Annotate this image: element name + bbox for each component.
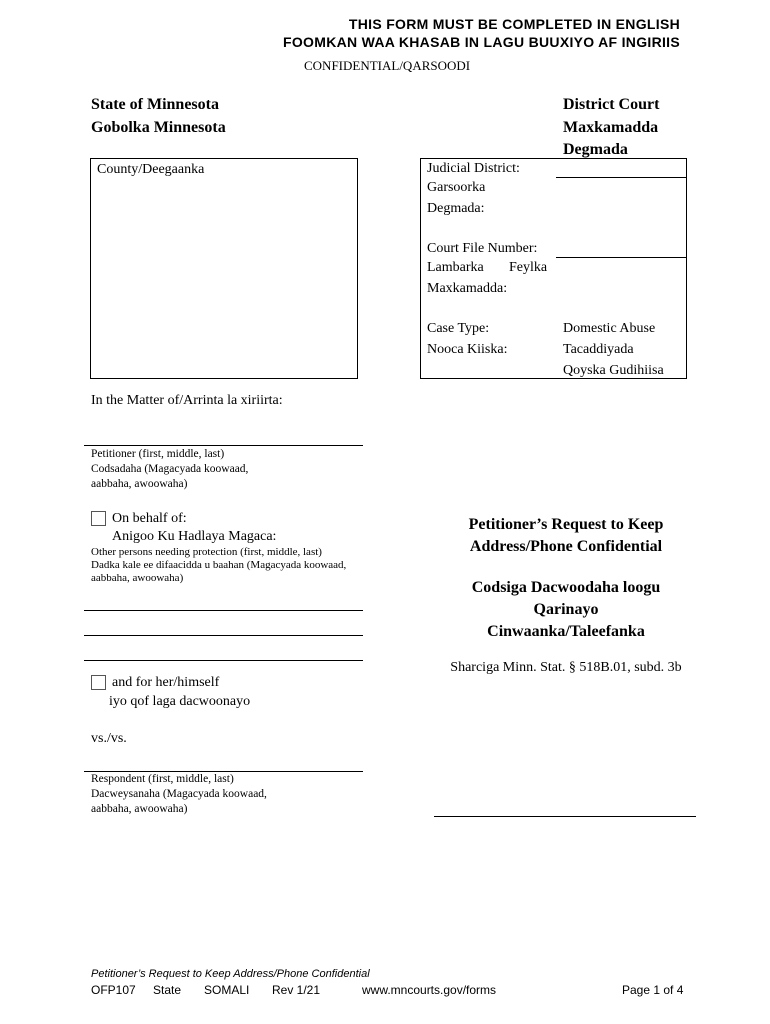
for-herself-label: and for her/himself — [112, 675, 220, 690]
petitioner-caption-3: aabbaha, awoowaha) — [91, 478, 188, 490]
header-somali-notice: FOOMKAN WAA KHASAB IN LAGU BUUXIYO AF INGIRIIS — [283, 34, 680, 50]
judicial-district-field[interactable] — [556, 177, 687, 178]
court-file-label: Court File Number: — [427, 241, 538, 256]
matter-label: In the Matter of/Arrinta la xiriirta: — [91, 393, 283, 408]
versus-label: vs./vs. — [91, 731, 127, 746]
footer-page-number: Page 1 of 4 — [622, 983, 684, 997]
title-somali-3: Cinwaanka/Taleefanka — [487, 623, 645, 640]
footer-revision: Rev 1/21 — [272, 983, 321, 997]
on-behalf-label-somali: Anigoo Ku Hadlaya Magaca: — [112, 529, 277, 544]
court-file-number-field[interactable] — [556, 257, 687, 258]
respondent-caption — [91, 772, 267, 817]
judicial-district-label-somali-2: Degmada: — [427, 201, 485, 216]
respondent-caption-1: Respondent (first, middle, last) — [91, 773, 234, 785]
on-behalf-caption — [91, 546, 346, 585]
court-file-label-somali-2: Maxkamadda: — [427, 281, 508, 296]
court-name: District Court — [563, 96, 660, 113]
court-name-somali-2: Degmada — [563, 141, 628, 158]
confidential-label: CONFIDENTIAL/QARSOODI — [304, 58, 471, 73]
on-behalf-caption-3: aabbaha, awoowaha) — [91, 572, 184, 584]
case-type-value: Domestic Abuse — [563, 321, 656, 336]
other-person-field-1[interactable] — [84, 610, 363, 611]
case-type-value-somali-2: Qoyska Gudihiisa — [563, 363, 664, 378]
on-behalf-label: On behalf of: — [112, 511, 187, 526]
respondent-caption-2: Dacweysanaha (Magacyada koowaad, — [91, 788, 267, 800]
county-box[interactable] — [90, 158, 358, 379]
judicial-district-label: Judicial District: — [427, 161, 520, 176]
on-behalf-caption-1: Other persons needing protection (first, middle, last) — [91, 546, 322, 558]
document-title — [420, 514, 712, 643]
county-label: County/Deegaanka — [97, 162, 205, 177]
respondent-caption-3: aabbaha, awoowaha) — [91, 803, 188, 815]
case-type-label: Case Type: — [427, 321, 490, 336]
footer-state: State — [153, 983, 182, 997]
footer-url[interactable]: www.mncourts.gov/forms — [362, 983, 497, 997]
court-file-label-somali-1a: Lambarka — [427, 260, 484, 275]
title-english-1: Petitioner’s Request to Keep — [468, 516, 664, 533]
on-behalf-checkbox[interactable] — [91, 511, 106, 526]
petitioner-caption-2: Codsadaha (Magacyada koowaad, — [91, 463, 249, 475]
statute-reference: Sharciga Minn. Stat. § 518B.01, subd. 3b — [450, 660, 682, 675]
other-person-field-3[interactable] — [84, 660, 363, 661]
footer-language: SOMALI — [204, 983, 250, 997]
for-herself-checkbox[interactable] — [91, 675, 106, 690]
petitioner-caption-1: Petitioner (first, middle, last) — [91, 448, 225, 460]
court-file-label-somali-1b: Feylka — [509, 260, 548, 275]
title-english-2: Address/Phone Confidential — [469, 538, 663, 555]
footer-form-number: OFP107 — [91, 983, 136, 997]
state-name: State of Minnesota — [91, 96, 219, 113]
title-somali-1: Codsiga Dacwoodaha loogu — [471, 579, 661, 596]
judicial-district-label-somali-1: Garsoorka — [427, 180, 486, 195]
on-behalf-caption-2: Dadka kale ee difaacidda u baahan (Magacyada koowaad, — [91, 559, 347, 571]
signature-line[interactable] — [434, 816, 696, 817]
for-herself-label-somali: iyo qof laga dacwoonayo — [109, 694, 251, 709]
petitioner-caption — [91, 447, 248, 492]
petitioner-name-field[interactable] — [84, 445, 363, 446]
other-person-field-2[interactable] — [84, 635, 363, 636]
case-type-label-somali: Nooca Kiiska: — [427, 342, 508, 357]
court-name-somali-1: Maxkamadda — [563, 119, 659, 136]
case-type-value-somali-1: Tacaddiyada — [563, 342, 634, 357]
case-info-box — [420, 158, 687, 379]
footer-title: Petitioner’s Request to Keep Address/Phone Confidential — [91, 968, 370, 980]
title-somali-2: Qarinayo — [533, 601, 599, 618]
header-english-notice: THIS FORM MUST BE COMPLETED IN ENGLISH — [348, 16, 680, 32]
state-name-somali: Gobolka Minnesota — [91, 119, 226, 136]
